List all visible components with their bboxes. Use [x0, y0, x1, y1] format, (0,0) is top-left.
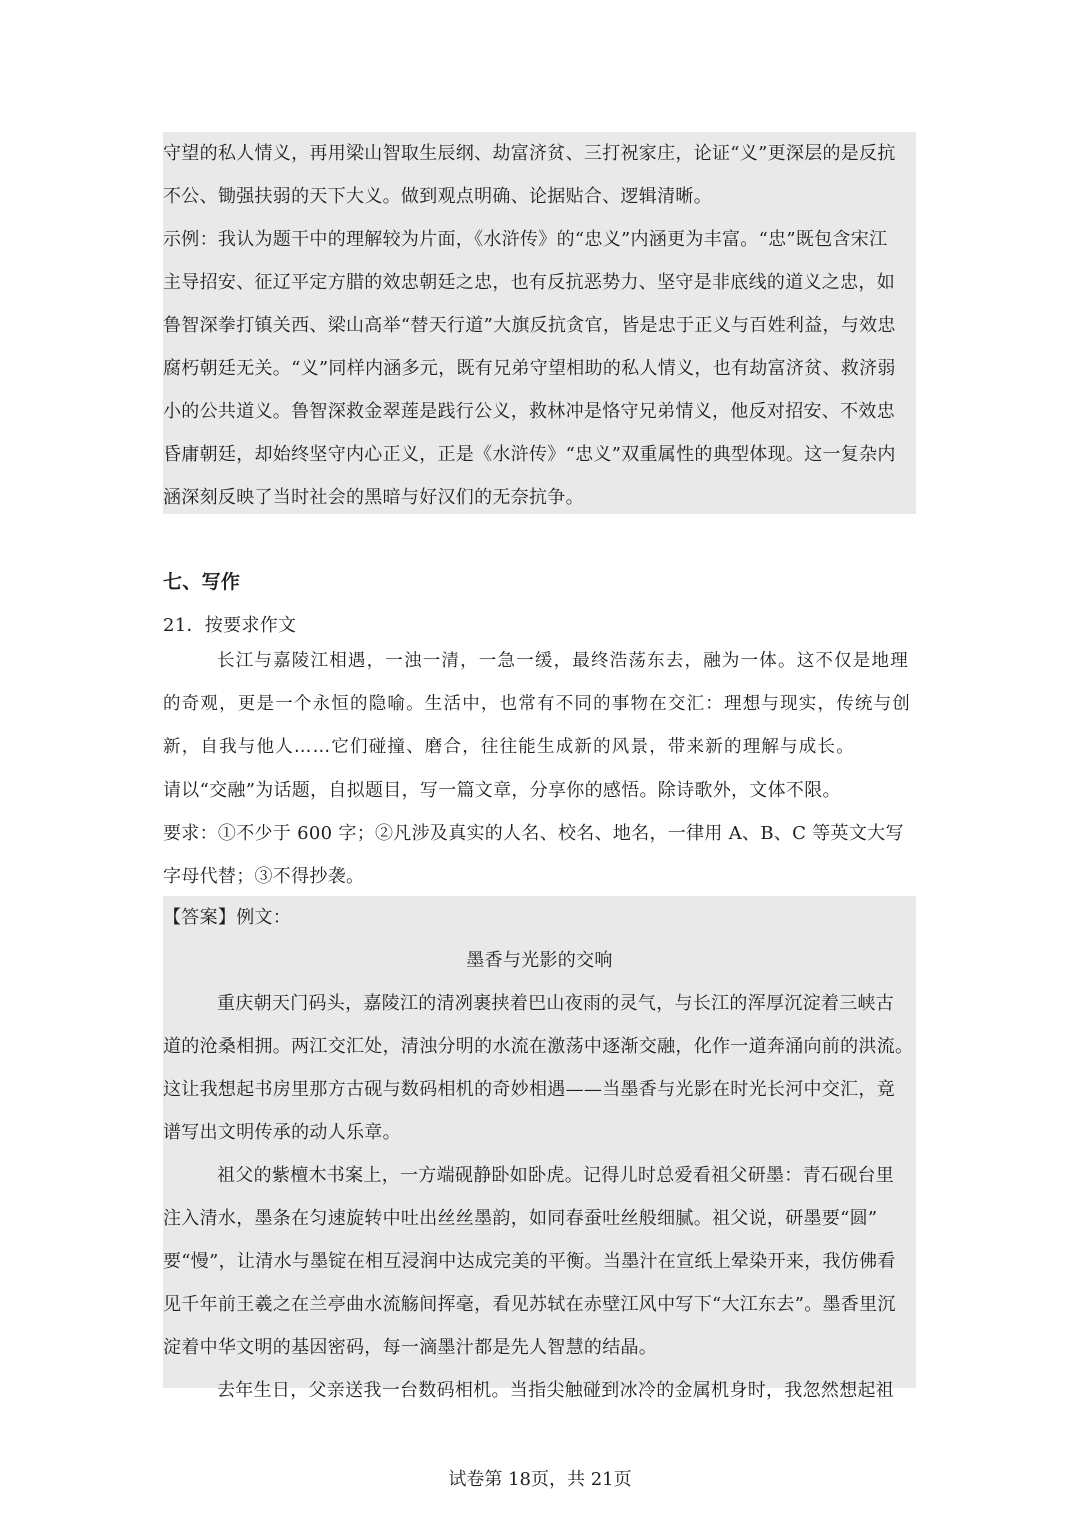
page-footer: 试卷第 18页，共 21页: [448, 1469, 632, 1490]
essay-line: 见千年前王羲之在兰亭曲水流觞间挥毫，看见苏轼在赤壁江风中写下“大江东去”。墨香里沉: [163, 1294, 896, 1315]
analysis-line: 守望的私人情义，再用梁山智取生辰纲、劫富济贫、三打祝家庄，论证“义”更深层的是反抗: [163, 143, 896, 164]
essay-line: 重庆朝天门码头，嘉陵江的清冽裹挟着巴山夜雨的灵气，与长江的浑厚沉淀着三峡古: [217, 993, 895, 1014]
essay-line: 要“慢”，让清水与墨锭在相互浸润中达成完美的平衡。当墨汁在宣纸上晕染开来，我仿佛看: [163, 1251, 896, 1272]
essay-line: 这让我想起书房里那方古砚与数码相机的奇妙相遇——当墨香与光影在时光长河中交汇，竟: [163, 1079, 895, 1100]
analysis-line: 腐朽朝廷无关。“义”同样内涵多元，既有兄弟守望相助的私人情义，也有劫富济贫、救济弱: [163, 358, 896, 379]
prompt-line: 长江与嘉陵江相遇，一浊一清，一急一缓，最终浩荡东去，融为一体。这不仅是地理: [217, 651, 909, 671]
essay-line: 淀着中华文明的基因密码，每一滴墨汁都是先人智慧的结晶。: [163, 1337, 658, 1358]
analysis-line: 昏庸朝廷，却始终坚守内心正义，正是《水浒传》“忠义”双重属性的典型体现。这一复杂内: [163, 444, 896, 465]
essay-line: 去年生日，父亲送我一台数码相机。当指尖触碰到冰冷的金属机身时，我忽然想起祖: [217, 1380, 895, 1401]
answer-block: [163, 896, 916, 1401]
analysis-line: 主导招安、征辽平定方腊的效忠朝廷之忠，也有反抗恶势力、坚守是非底线的道义之忠，如: [163, 272, 895, 293]
prompt-requirements: 要求：①不少于 600 字；②凡涉及真实的人名、校名、地名，一律用 A、B、C 等英文大写: [163, 823, 904, 844]
essay-line: 注入清水，墨条在匀速旋转中吐出丝丝墨韵，如同春蚕吐丝般细腻。祖父说，研墨要“圆”: [163, 1208, 878, 1229]
analysis-line: 不公、锄强扶弱的天下大义。做到观点明确、论据贴合、逻辑清晰。: [163, 186, 712, 207]
essay-line: 谱写出文明传承的动人乐章。: [163, 1122, 401, 1143]
analysis-block: [163, 132, 916, 514]
analysis-line: 鲁智深拳打镇关西、梁山高举“替天行道”大旗反抗贪官，皆是忠于正义与百姓利益，与效忠: [163, 315, 896, 336]
question-title: 21．按要求作文: [163, 615, 297, 636]
prompt-line: 新，自我与他人……它们碰撞、磨合，往往能生成新的风景，带来新的理解与成长。: [163, 737, 855, 757]
answer-label: 【答案】例文：: [163, 907, 292, 928]
prompt-instruction: 请以“交融”为话题，自拟题目，写一篇文章，分享你的感悟。除诗歌外，文体不限。: [163, 780, 841, 801]
prompt-line: 的奇观，更是一个永恒的隐喻。生活中，也常有不同的事物在交汇：理想与现实，传统与创: [163, 694, 911, 714]
analysis-line: 涵深刻反映了当时社会的黑暗与好汉们的无奈抗争。: [163, 487, 584, 508]
essay-line: 道的沧桑相拥。两江交汇处，清浊分明的水流在激荡中逐渐交融，化作一道奔涌向前的洪流。: [163, 1036, 914, 1057]
section-heading-block: [163, 561, 916, 647]
prompt-block: [163, 640, 916, 898]
prompt-requirements: 字母代替；③不得抄袭。: [163, 866, 365, 887]
analysis-line: 小的公共道义。鲁智深救金翠莲是践行公义，救林冲是恪守兄弟情义，他反对招安、不效忠: [163, 401, 895, 422]
section-heading: 七、写作: [163, 571, 241, 593]
essay-line: 祖父的紫檀木书案上，一方端砚静卧如卧虎。记得儿时总爱看祖父研墨：青石砚台里: [217, 1165, 895, 1186]
analysis-line: 示例：我认为题干中的理解较为片面，《水浒传》的“忠义”内涵更为丰富。“忠”既包含宋江: [163, 229, 888, 250]
essay-title: 墨香与光影的交响: [466, 950, 613, 971]
